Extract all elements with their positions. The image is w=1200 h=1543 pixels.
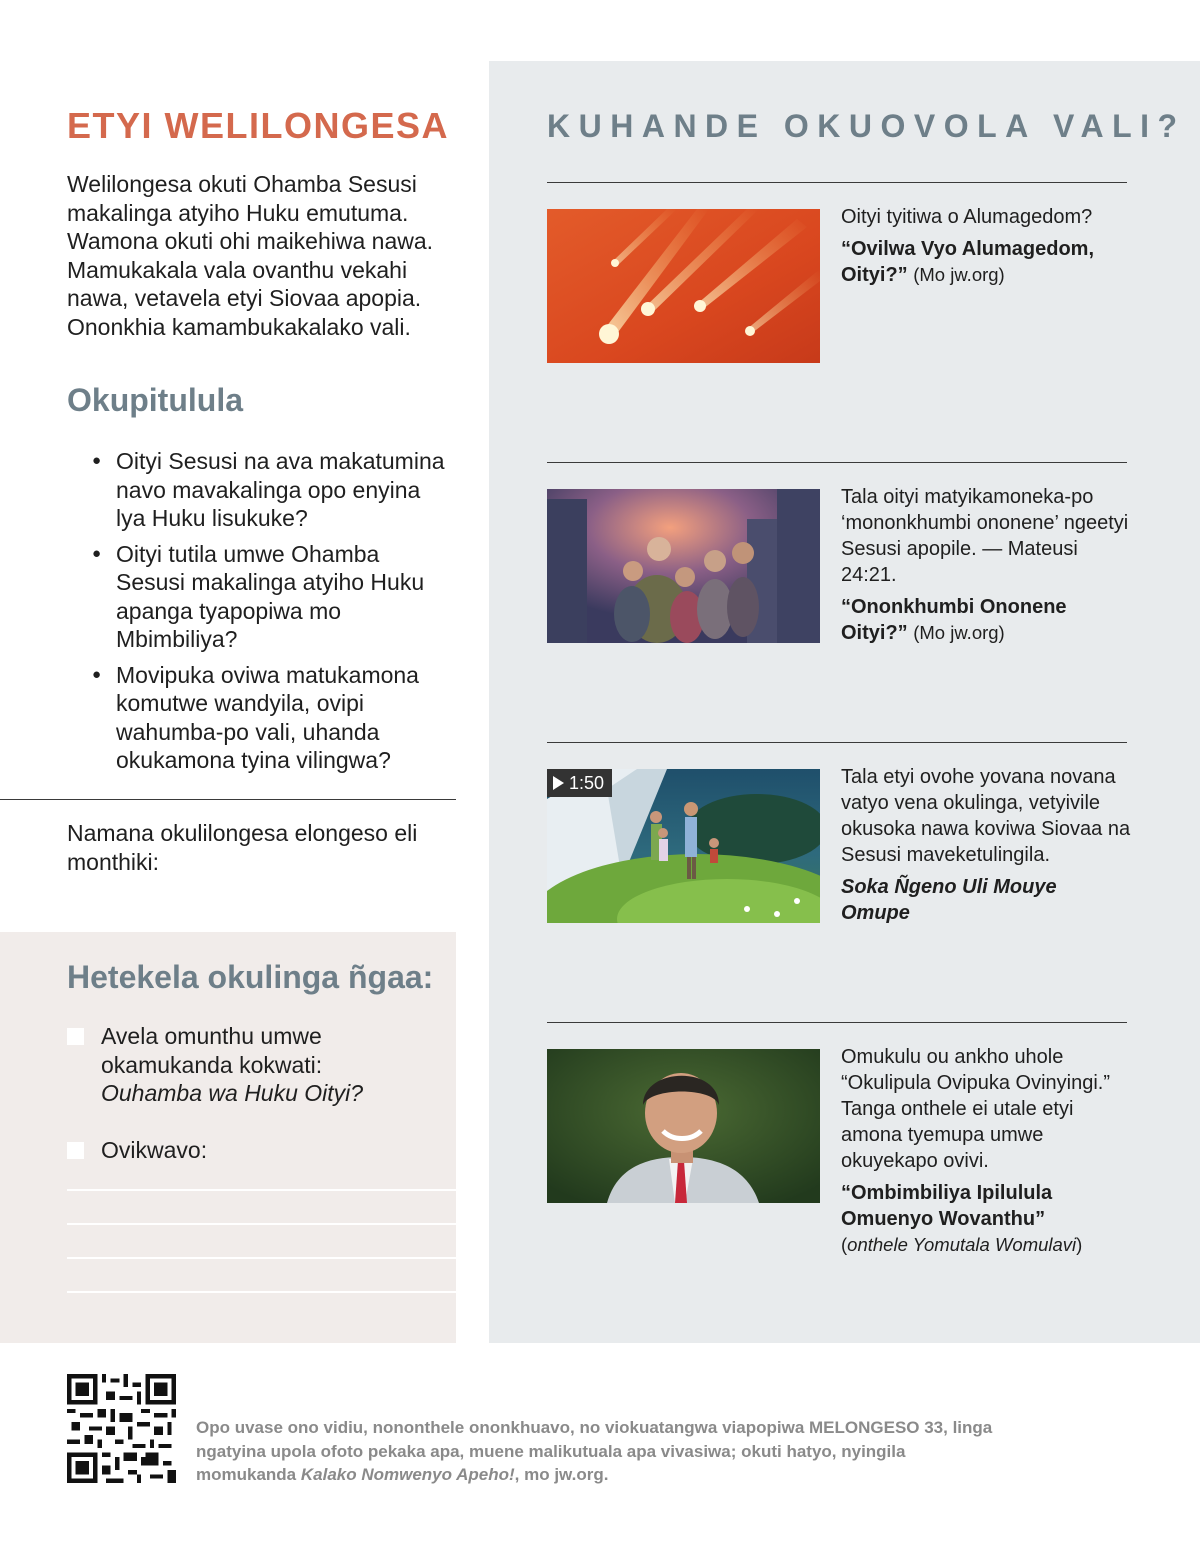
other-checkbox-row[interactable] [67, 1136, 421, 1165]
divider [547, 182, 1127, 183]
play-icon [553, 776, 564, 790]
checkbox[interactable] [67, 1142, 84, 1159]
man-portrait-image[interactable] [547, 1049, 820, 1203]
divider [547, 742, 1127, 743]
resource-question: Omukulu ou ankho uhole “Okulipula Ovipuka Ovinyingi.” Tanga onthele ei utale etyi amona tyemupa umwe okuyekapo ovivi. [841, 1046, 1110, 1172]
completion-date-note: Namana okulilongesa elongeso eli monthiki: [67, 820, 418, 875]
resource-item-text [841, 1044, 1131, 1258]
try-heading: Hetekela okulinga ñgaa: [67, 959, 434, 995]
recap-list [92, 447, 454, 782]
resource-item-text [841, 484, 1131, 646]
resource-item-text [841, 204, 1131, 288]
footer-note: Opo uvase ono vidiu, nononthele ononkhuavo, no viokuatangwa viapopiwa MELONGESO 33, linga ngatyina upola ofoto pekaka apa, muene malikutuala apa vivasiwa; okuti hatyo, nyingila momukanda Kalako Nomwenyo Apeho!, mo jw.org. [196, 1418, 993, 1484]
divider [547, 1022, 1127, 1023]
writing-line[interactable] [67, 1291, 456, 1293]
qr-code[interactable] [67, 1374, 176, 1483]
writing-line[interactable] [67, 1223, 456, 1225]
other-label: Ovikwavo: [101, 1137, 208, 1163]
resource-item-text [841, 764, 1131, 926]
divider [547, 462, 1127, 463]
resource-link[interactable]: “Ombimbiliya Ipilulula Omuenyo Wovanthu” (onthele Yomutala Womulavi) [841, 1182, 1083, 1255]
resource-question: Tala oityi matyikamoneka-po ‘mononkhumbi ononene’ ngeetyi Sesusi apopile. — Mateusi 24:21. [841, 486, 1129, 586]
task-checkbox-row[interactable] [67, 1022, 421, 1108]
writing-line[interactable] [67, 1189, 456, 1191]
intro-paragraph: Welilongesa okuti Ohamba Sesusi makalinga atyiho Huku emutuma. Wamona okuti ohi maikehiwa nawa. Mamukakala vala ovanthu vekahi nawa, vetavela etyi Siovaa apopia. Ononkhia kamambukakalako vali. [67, 171, 434, 340]
task-text: Avela omunthu umwe okamukanda kokwati: Ouhamba wa Huku Oityi? [101, 1023, 364, 1106]
writing-line[interactable] [67, 1257, 456, 1259]
resource-link[interactable]: “Ovilwa Vyo Alumagedom, Oityi?” (Mo jw.org) [841, 238, 1095, 286]
recap-item: ● Oityi tutila umwe Ohamba Sesusi makalinga atyiho Huku apanga tyapopiwa mo Mbimbiliya? [92, 540, 454, 654]
video-duration-badge: 1:50 [547, 769, 612, 797]
divider [0, 799, 456, 800]
resource-link[interactable]: Soka Ñgeno Uli Mouye Omupe [841, 876, 1057, 924]
family-in-paradise-video-thumbnail[interactable] [547, 769, 820, 923]
meteor-shower-image[interactable] [547, 209, 820, 363]
recap-item: ● Oityi Sesusi na ava makatumina navo mavakalinga opo enyina lya Huku lisukuke? [92, 447, 454, 533]
explore-heading: KUHANDE OKUOVOLA VALI? [547, 108, 1186, 144]
recap-item: ● Movipuka oviwa matukamona komutwe wandyila, ovipi wahumba-po vali, uhanda okukamona tyina vilingwa? [92, 661, 454, 775]
family-in-city-image[interactable] [547, 489, 820, 643]
resource-link[interactable]: “Ononkhumbi Ononene Oityi?” (Mo jw.org) [841, 596, 1067, 644]
checkbox[interactable] [67, 1028, 84, 1045]
review-heading: ETYI WELILONGESA [67, 105, 450, 146]
resource-question: Tala etyi ovohe yovana novana vatyo vena okulinga, vetyivile okusoka nawa koviwa Siovaa na Sesusi maveketulingila. [841, 766, 1131, 866]
resource-question: Oityi tyitiwa o Alumagedom? [841, 206, 1093, 228]
recap-heading: Okupitulula [67, 382, 243, 418]
